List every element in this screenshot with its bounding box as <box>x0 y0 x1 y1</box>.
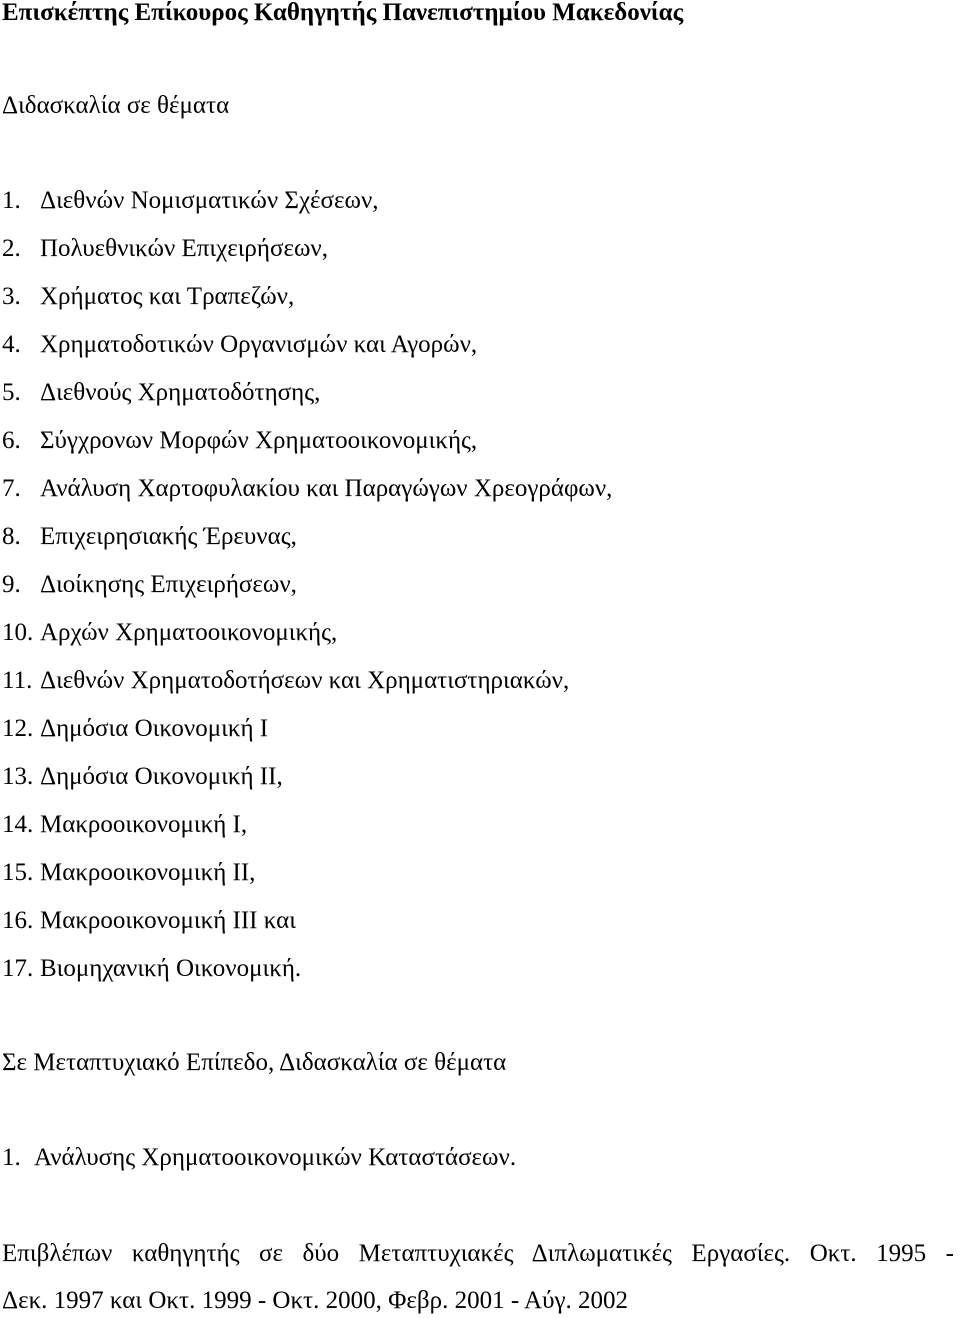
list-item-text: Ανάλυσης Χρηματοοικονομικών Καταστάσεων. <box>34 1144 517 1171</box>
list-item-number: 10. <box>2 619 34 646</box>
list-item <box>2 378 320 408</box>
list-item <box>2 858 255 888</box>
list-item <box>2 666 569 696</box>
list-item <box>2 186 379 216</box>
list-item-text: Διεθνών Νομισματικών Σχέσεων, <box>40 187 379 214</box>
list-item <box>2 810 247 840</box>
page-heading: Επισκέπτης Επίκουρος Καθηγητής Πανεπιστημίου Μακεδονίας <box>2 0 684 26</box>
list-item-number: 4. <box>2 331 21 358</box>
list-item-number: 12. <box>2 715 34 742</box>
list-item-number: 1. <box>2 187 21 214</box>
supervision-line-1: Επιβλέπων καθηγητής σε δύο Μεταπτυχιακές Διπλωματικές Εργασίες. Οκτ. 1995 - <box>2 1240 954 1267</box>
list-item-text: Μακροοικονομική Ι, <box>40 811 248 838</box>
list-item-number: 8. <box>2 523 21 550</box>
supervision-line-2: Δεκ. 1997 και Οκτ. 1999 - Οκτ. 2000, Φεβρ. 2001 - Αύγ. 2002 <box>2 1287 628 1314</box>
list-item <box>2 954 301 984</box>
list-item-text: Σύγχρονων Μορφών Χρηματοοικονομικής, <box>40 427 478 454</box>
list-item <box>2 426 477 456</box>
list-item <box>2 234 328 264</box>
list-item <box>2 570 297 600</box>
list-item <box>2 522 297 552</box>
list-item-text: Χρήματος και Τραπεζών, <box>40 283 295 310</box>
list-item-number: 13. <box>2 763 34 790</box>
list-item-number: 17. <box>2 955 34 982</box>
list-item-text: Αρχών Χρηματοοικονομικής, <box>40 619 338 646</box>
list-item-number: 11. <box>2 667 33 694</box>
list-item-text: Χρηματοδοτικών Οργανισμών και Αγορών, <box>40 331 478 358</box>
list-item-text: Διεθνών Χρηματοδοτήσεων και Χρηματιστηριακών, <box>40 667 570 694</box>
list-item-number: 15. <box>2 859 34 886</box>
undergrad-section-title: Διδασκαλία σε θέματα <box>2 92 230 119</box>
list-item-number: 1. <box>2 1144 21 1171</box>
list-item <box>2 762 283 792</box>
list-item <box>2 618 337 648</box>
list-item-number: 2. <box>2 235 21 262</box>
list-item-text: Επιχειρησιακής Έρευνας, <box>40 523 297 550</box>
list-item <box>2 474 612 504</box>
list-item-text: Δημόσια Οικονομική ΙΙ, <box>40 763 283 790</box>
postgrad-section-title: Σε Μεταπτυχιακό Επίπεδο, Διδασκαλία σε θέματα <box>2 1049 507 1076</box>
list-item-number: 3. <box>2 283 21 310</box>
list-item <box>2 282 294 312</box>
list-item-text: Μακροοικονομική ΙΙ, <box>40 859 256 886</box>
list-item <box>2 714 268 744</box>
list-item-number: 6. <box>2 427 21 454</box>
list-item-text: Ανάλυση Χαρτοφυλακίου και Παραγώγων Χρεογράφων, <box>40 475 613 502</box>
list-item-number: 14. <box>2 811 34 838</box>
list-item-text: Δημόσια Οικονομική Ι <box>40 715 269 742</box>
list-item-number: 7. <box>2 475 21 502</box>
list-item-number: 16. <box>2 907 34 934</box>
list-item-text: Πολυεθνικών Επιχειρήσεων, <box>40 235 328 262</box>
list-item <box>2 1143 516 1173</box>
list-item <box>2 906 296 936</box>
list-item-number: 9. <box>2 571 21 598</box>
list-item-text: Διοίκησης Επιχειρήσεων, <box>40 571 297 598</box>
list-item-text: Μακροοικονομική ΙΙΙ και <box>40 907 296 934</box>
list-item-number: 5. <box>2 379 21 406</box>
list-item-text: Βιομηχανική Οικονομική. <box>40 955 302 982</box>
list-item <box>2 330 477 360</box>
list-item-text: Διεθνούς Χρηματοδότησης, <box>40 379 321 406</box>
